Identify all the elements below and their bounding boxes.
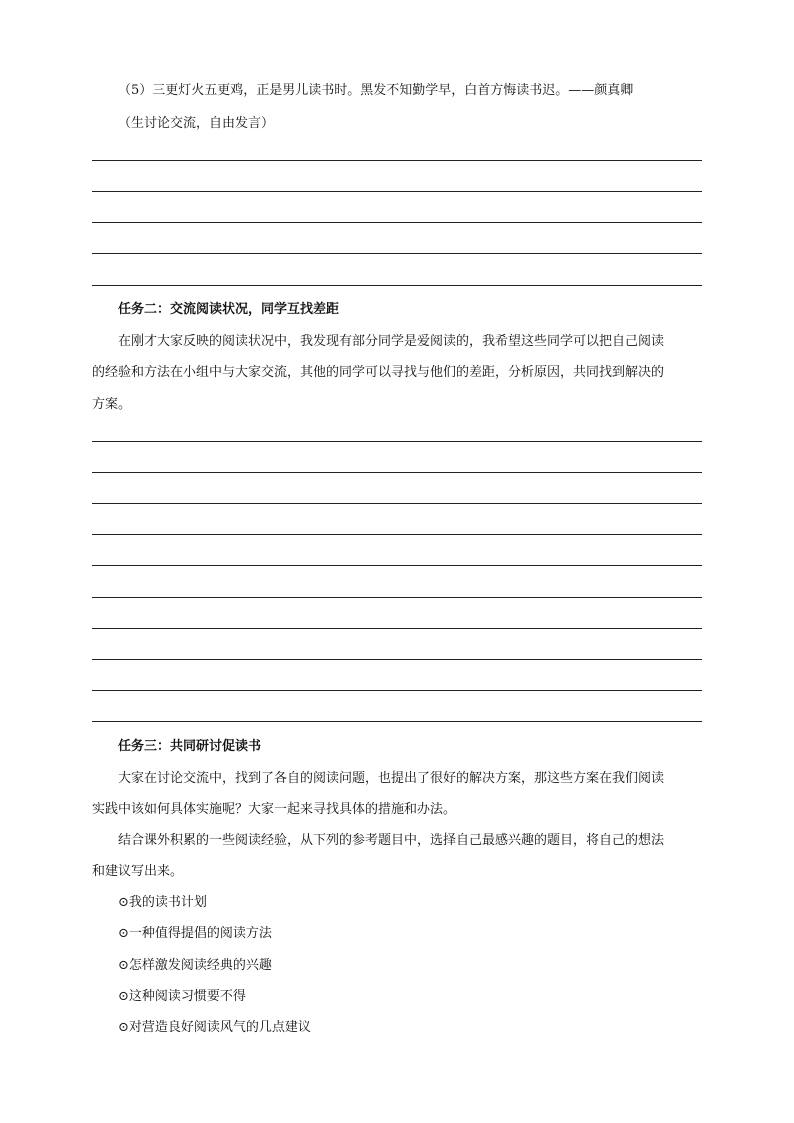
answer-line (92, 721, 702, 722)
answer-line (92, 565, 702, 566)
task3-paragraph-line: 大家在讨论交流中，找到了各自的阅读问题，也提出了很好的解决方案，那这些方案在我们阅读 (118, 771, 665, 786)
topic-option: ⊙我的读书计划 (118, 895, 207, 910)
quote-line: （5）三更灯火五更鸡，正是男儿读书时。黑发不知勤学早，白首方悔读书迟。——颜真卿 (118, 83, 634, 98)
answer-line (92, 253, 702, 254)
answer-line (92, 222, 702, 223)
topic-option: ⊙一种值得提倡的阅读方法 (118, 926, 272, 941)
answer-line (92, 659, 702, 660)
answer-line (92, 597, 702, 598)
answer-line (92, 191, 702, 192)
task3-paragraph-line: 和建议写出来。 (92, 864, 184, 879)
answer-line (92, 441, 702, 442)
answer-line (92, 160, 702, 161)
answer-line (92, 472, 702, 473)
answer-line (92, 285, 702, 286)
task2-paragraph-line: 的经验和方法在小组中与大家交流，其他的同学可以寻找与他们的差距，分析原因，共同找到解决的 (92, 365, 665, 380)
answer-line (92, 690, 702, 691)
task3-title: 任务三：共同研讨促读书 (118, 739, 262, 754)
discussion-note: （生讨论交流，自由发言） (118, 116, 275, 131)
answer-line (92, 534, 702, 535)
task2-paragraph-line: 在刚才大家反映的阅读状况中，我发现有部分同学是爱阅读的，我希望这些同学可以把自己阅读 (118, 334, 665, 349)
topic-option: ⊙对营造良好阅读风气的几点建议 (118, 1020, 311, 1035)
topic-option: ⊙怎样激发阅读经典的兴趣 (118, 958, 272, 973)
answer-line (92, 628, 702, 629)
task3-paragraph-line: 结合课外积累的一些阅读经验，从下列的参考题目中，选择自己最感兴趣的题目，将自己的想法 (118, 833, 665, 848)
task2-paragraph-line: 方案。 (92, 397, 132, 412)
task3-paragraph-line: 实践中该如何具体实施呢？大家一起来寻找具体的措施和办法。 (92, 802, 457, 817)
answer-line (92, 503, 702, 504)
task2-title: 任务二：交流阅读状况，同学互找差距 (118, 302, 340, 317)
topic-option: ⊙这种阅读习惯要不得 (118, 989, 246, 1004)
